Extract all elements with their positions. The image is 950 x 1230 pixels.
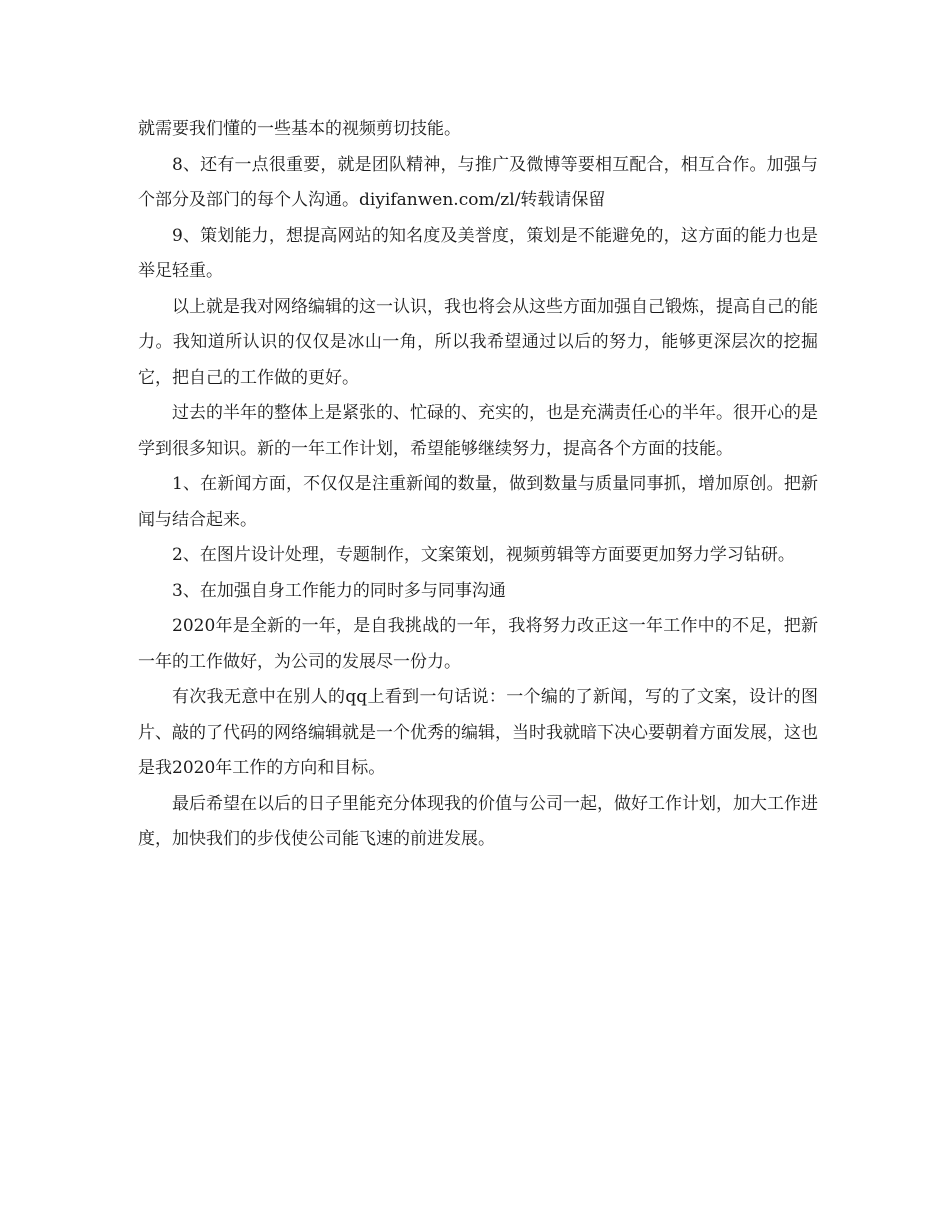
paragraph-closing: 最后希望在以后的日子里能充分体现我的价值与公司一起，做好工作计划，加大工作进度，加快我们的步伐使公司能飞速的前进发展。: [138, 793, 818, 849]
paragraph-half-year-review: 过去的半年的整体上是紧张的、忙碌的、充实的，也是充满责任心的半年。很开心的是学到很多知识。新的一年工作计划，希望能够继续努力，提高各个方面的技能。: [138, 403, 818, 459]
paragraph-summary: 以上就是我对网络编辑的这一认识，我也将会从这些方面加强自己锻炼，提高自己的能力。我知道所认识的仅仅是冰山一角，所以我希望通过以后的努力，能够更深层次的挖掘它，把自己的工作做的更好。: [138, 296, 818, 388]
paragraph-plan-2: 2、在图片设计处理，专题制作，文案策划，视频剪辑等方面要更加努力学习钻研。: [172, 545, 795, 565]
paragraph-plan-1: 1、在新闻方面，不仅仅是注重新闻的数量，做到数量与质量同事抓，增加原创。把新闻与结合起来。: [138, 474, 818, 530]
paragraph-item-8: 8、还有一点很重要，就是团队精神，与推广及微博等要相互配合，相互合作。加强与个部分及部门的每个人沟通。diyifanwen.com/zl/转载请保留: [138, 154, 818, 210]
document-body: [138, 112, 818, 858]
paragraph-qq-quote: 有次我无意中在别人的qq上看到一句话说：一个编的了新闻，写的了文案，设计的图片、敲的了代码的网络编辑就是一个优秀的编辑，当时我就暗下决心要朝着方面发展，这也是我2020年工作的方向和目标。: [138, 687, 818, 778]
paragraph-plan-3: 3、在加强自身工作能力的同时多与同事沟通: [172, 580, 506, 601]
paragraph-new-year: 2020年是全新的一年，是自我挑战的一年，我将努力改正这一年工作中的不足，把新一年的工作做好，为公司的发展尽一份力。: [138, 616, 818, 672]
paragraph-continuation: 就需要我们懂的一些基本的视频剪切技能。: [138, 119, 461, 139]
paragraph-item-9: 9、策划能力，想提高网站的知名度及美誉度，策划是不能避免的，这方面的能力也是举足轻重。: [138, 225, 818, 281]
